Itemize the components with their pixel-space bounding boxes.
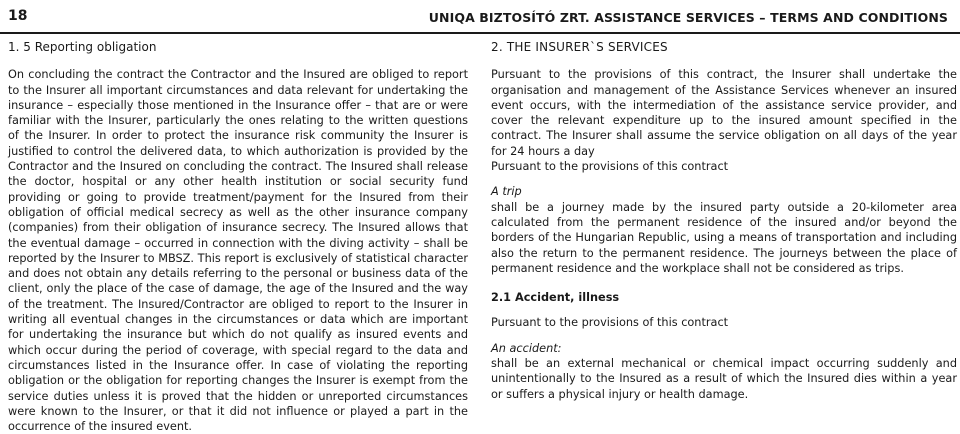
services-intro: Pursuant to the provisions of this contract, the Insurer shall undertake the organisation and management of the Assistance Services whenever an insured event occurs, with the intermediation of the assistance service provider, and cover the relevant expenditure up to the insured amount specified in the contract. The Insurer shall assume the service obligation on all days of the year for 24 hours a day <box>491 68 957 158</box>
accident-definition: shall be an external mechanical or chemical impact occurring suddenly and unintentionally to the Insured as a result of which the Insured dies within a year or suffers a physical injury or health damage. <box>491 357 957 401</box>
section-title-reporting: 1. 5 Reporting obligation <box>8 40 157 54</box>
left-column <box>8 40 468 434</box>
header-rule <box>0 32 960 34</box>
page-number: 18 <box>8 8 28 24</box>
sub-provisions-line: Pursuant to the provisions of this contract <box>491 316 729 330</box>
right-column <box>491 40 957 402</box>
trip-term: A trip <box>491 185 522 199</box>
section-title-services: 2. THE INSURER`S SERVICES <box>491 40 668 54</box>
reporting-paragraph: On concluding the contract the Contractor and the Insured are obliged to report to the Insurer all important circumstances and data relevant for undertaking the insurance – especially those mentioned in the Insurance offer – that are or were familiar with the Insurer, particularly the ones relating to the written questions of the Insurer. In order to protect the insurance risk community the Insurer is justified to control the delivered data, to which authorization is provided by the Contractor and the Insured on concluding the contract. The Insured shall release the doctor, hospital or any other health institution or social security fund providing or going to provide treatment/payment for the Insured from their obligation of official medical secrecy as well as the other insurance company (companies) from their obligation of insurance secrecy. The Insured allows that the eventual damage – occurred in connection with the diving activity – shall be reported by the Insurer to MBSZ. This report is exclusively of statistical character and does not obtain any details referring to the personal or business data of the client, only the place of the case of damage, the age of the Insured and the way of the treatment. The Insured/Contractor are obliged to report to the Insurer in writing all eventual changes in the circumstances or data which are important for undertaking the insurance but which do not qualify as insured events and which occur during the period of coverage, with special regard to the data and circumstances listed in the Insurance offer. In case of violating the reporting obligation or the obligation for reporting changes the Insurer is exempt from the service duties unless it is proved that the hidden or unreported circumstances were known to the Insurer, or that it did not influence or played a part in the occurrence of the insured event. <box>8 68 468 434</box>
page-header <box>0 0 960 36</box>
accident-term: An accident: <box>491 341 562 355</box>
running-title: UNIQA BIZTOSÍTÓ ZRT. ASSISTANCE SERVICES – TERMS AND CONDITIONS <box>428 10 948 25</box>
trip-definition: shall be a journey made by the insured party outside a 20-kilometer area calculated from the permanent residence of the insured and/or beyond the borders of the Hungarian Republic, using a means of transportation and including also the return to the permanent residence. The journeys between the place of permanent residence and the workplace shall not be considered as trips. <box>491 200 957 275</box>
provisions-line: Pursuant to the provisions of this contract <box>491 160 729 174</box>
subsection-title-accident: 2.1 Accident, illness <box>491 291 620 305</box>
